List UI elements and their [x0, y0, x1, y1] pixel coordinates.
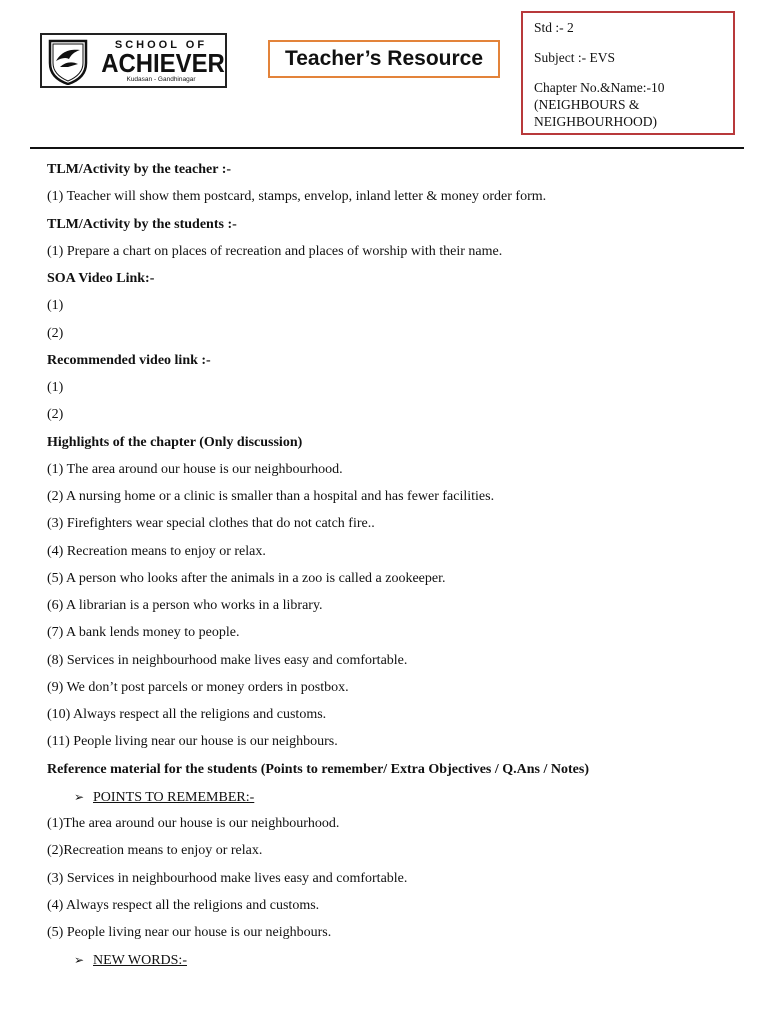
arrow-bullet-icon: ➢ [74, 789, 85, 804]
chapter-label: Chapter No.&Name:-10 [534, 80, 665, 95]
recommended-video-item: (2) [47, 407, 64, 423]
teacher-activity-item: (1) Teacher will show them postcard, stamps, envelop, inland letter & money order form. [47, 189, 547, 205]
logo-line-achiever: ACHIEVER [101, 48, 225, 78]
highlights-heading: Highlights of the chapter (Only discussion) [47, 434, 303, 450]
highlight-item: (10) Always respect all the religions and customs. [47, 707, 327, 722]
page-title: Teacher’s Resource [268, 40, 500, 78]
point-item: (3) Services in neighbourhood make lives easy and comfortable. [47, 870, 408, 886]
school-logo [40, 33, 227, 88]
point-item: (1)The area around our house is our neighbourhood. [47, 816, 340, 831]
highlight-item: (11) People living near our house is our neighbours. [47, 734, 338, 750]
highlight-item: (7) A bank lends money to people. [47, 625, 240, 641]
chapter-name-line2: NEIGHBOURHOOD) [534, 114, 657, 129]
recommended-video-heading: Recommended video link :- [47, 352, 211, 368]
student-activity-heading: TLM/Activity by the students :- [47, 216, 237, 232]
chapter-info-box [521, 11, 735, 135]
subject-label: Subject :- EVS [534, 50, 615, 65]
recommended-video-item: (1) [47, 380, 64, 395]
highlight-item: (3) Firefighters wear special clothes that do not catch fire.. [47, 516, 375, 532]
point-item: (4) Always respect all the religions and customs. [47, 897, 320, 913]
document-body [47, 160, 747, 978]
teacher-activity-heading: TLM/Activity by the teacher :- [47, 162, 232, 177]
soa-video-item: (1) [47, 298, 64, 314]
soa-video-heading: SOA Video Link:- [47, 271, 155, 286]
highlight-item: (6) A librarian is a person who works in a library. [47, 598, 323, 613]
highlight-item: (1) The area around our house is our neighbourhood. [47, 461, 343, 477]
achiever-emblem-icon [44, 37, 92, 85]
point-item: (5) People living near our house is our neighbours. [47, 925, 332, 940]
highlight-item: (9) We don’t post parcels or money orders in postbox. [47, 679, 349, 695]
new-words-heading [47, 950, 747, 977]
new-words-label: NEW WORDS:- [93, 953, 187, 969]
header-divider [30, 147, 744, 149]
arrow-bullet-icon: ➢ [74, 953, 85, 968]
soa-video-item: (2) [47, 325, 64, 341]
point-item: (2)Recreation means to enjoy or relax. [47, 843, 263, 859]
standard-label: Std :- 2 [534, 20, 574, 35]
student-activity-item: (1) Prepare a chart on places of recreation and places of worship with their name. [47, 243, 503, 259]
highlight-item: (5) A person who looks after the animals in a zoo is called a zookeeper. [47, 570, 446, 586]
highlight-item: (4) Recreation means to enjoy or relax. [47, 543, 266, 559]
logo-line-school-of: SCHOOL OF [114, 39, 208, 51]
highlight-item: (8) Services in neighbourhood make lives easy and comfortable. [47, 652, 408, 668]
reference-material-heading: Reference material for the students (Points to remember/ Extra Objectives / Q.Ans / Notes) [47, 761, 589, 777]
logo-line-location: Kudasan - Gandhinagar [126, 76, 196, 83]
highlight-item: (2) A nursing home or a clinic is smaller than a hospital and has fewer facilities. [47, 489, 495, 504]
points-to-remember-label: POINTS TO REMEMBER:- [93, 789, 255, 805]
points-to-remember-heading [47, 787, 747, 814]
chapter-name-line1: (NEIGHBOURS & [534, 97, 640, 112]
